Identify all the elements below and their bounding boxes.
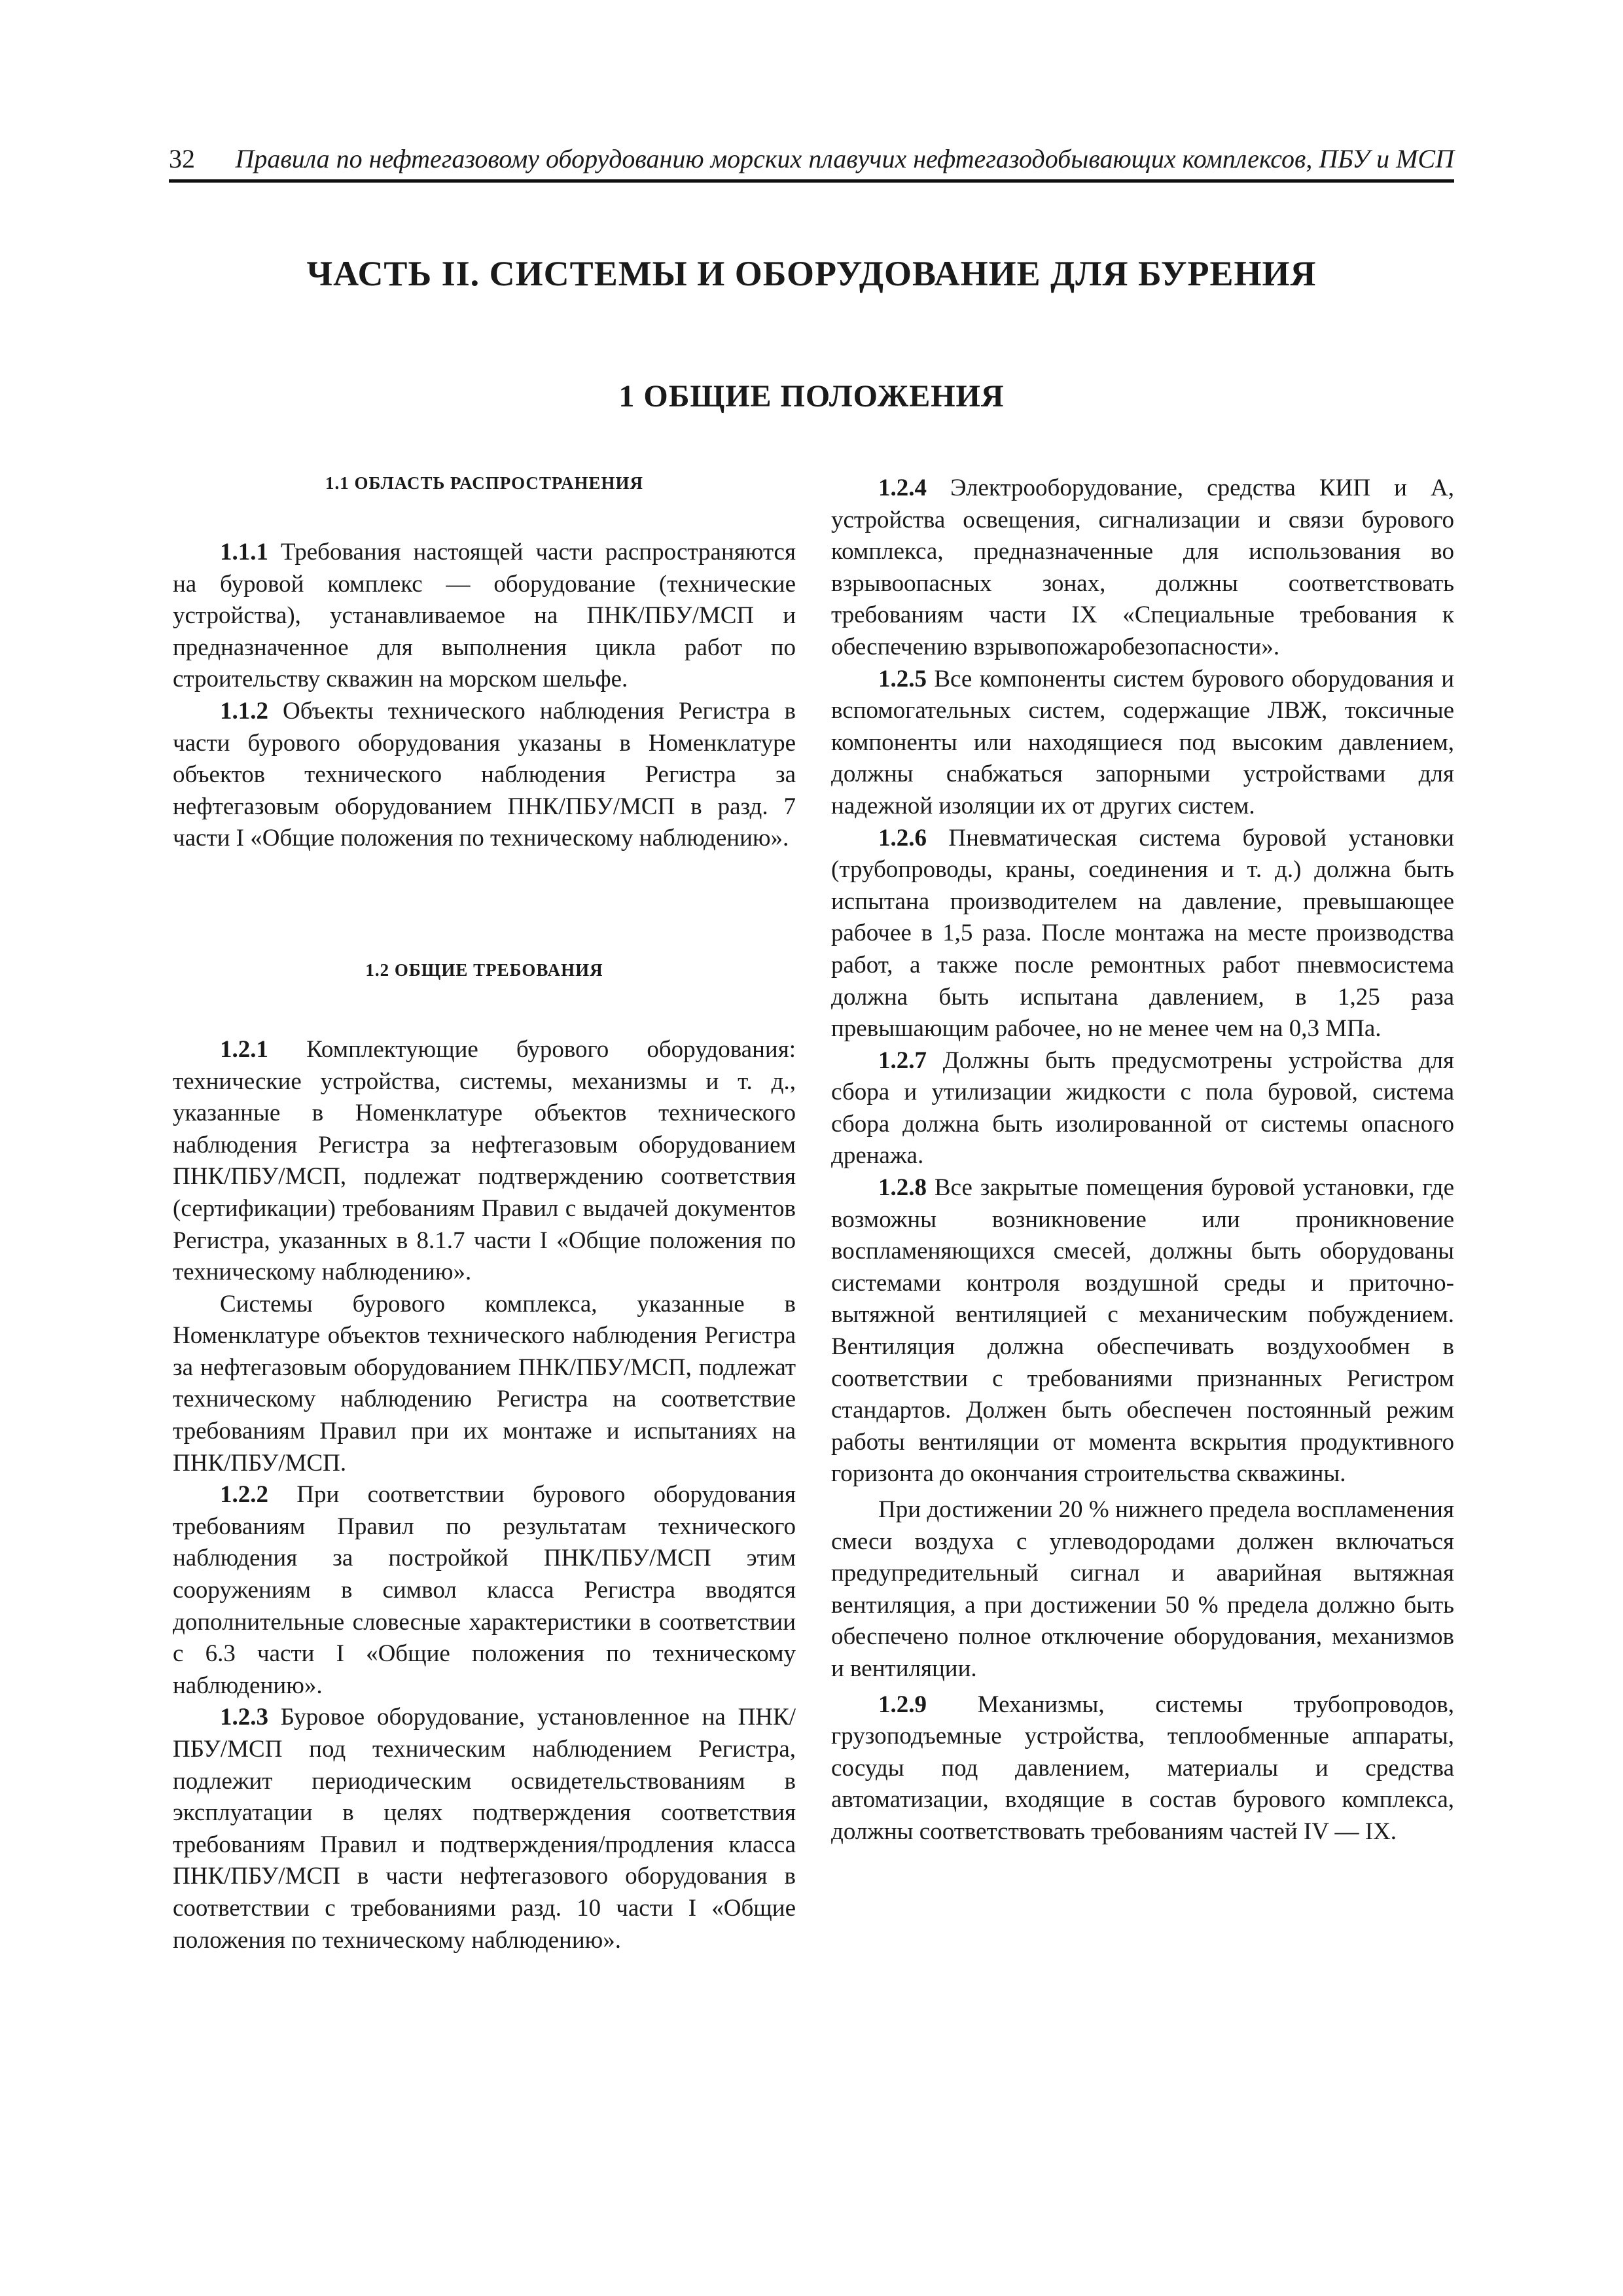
clause-number: 1.1.1	[220, 539, 268, 565]
subsection-heading-1-1: 1.1 ОБЛАСТЬ РАСПРОСТРАНЕНИЯ	[325, 473, 643, 493]
clause-number: 1.2.6	[878, 824, 927, 852]
clause-text: Буровое оборудование, установленное на ПНК/ПБУ/МСП под техническим наблюдением Регистра, подлежит периодическим освидетельствованиям в эксплуатации в целях подтверждения соответствия требованиям Правил и подтверждения/продления класса ПНК/ПБУ/МСП в части нефтегазового оборудования в соответствии с требованиями разд. 10 части I «Общие положения по техническому наблюдению».	[173, 1704, 796, 1954]
clause-number: 1.1.2	[220, 697, 268, 725]
clause-text: Комплектующие бурового оборудования: технические устройства, системы, механизмы и т. д., указанные в Номенклатуре объектов технического наблюдения Регистра за нефтегазовым оборудованием ПНК/ПБУ/МСП, подлежат подтверждению соответствия (сертификации) требованиям Правил с выдачей документов Регистра, указанных в 8.1.7 части I «Общие положения по техническому наблюдению».	[173, 1035, 796, 1286]
paragraph-1-2-3	[173, 1702, 796, 1956]
clause-number: 1.2.9	[878, 1691, 927, 1718]
clause-text: Все закрытые помещения буровой установки, где возможны возникновение или проникновение воспламеняющихся смесей, должны быть оборудованы системами контроля воздушной среды и приточно-вытяжной вентиляцией с механическим побуждением. Вентиляция должна обеспечивать воздухообмен в соответствии с требованиями признанных Регистром стандартов. Должен быть обеспечен постоянный режим работы вентиляции от момента вскрытия продуктивного горизонта до окончания строительства скважины.	[831, 1174, 1455, 1488]
paragraph-1-1-2	[173, 696, 796, 855]
clause-number: 1.2.7	[878, 1047, 927, 1074]
clause-text: Пневматическая система буровой установки (трубопроводы, краны, соединения и т. д.) должна быть испытана производителем на давление, превышающее рабочее в 1,5 раза. После монтажа на месте производства работ, а также после ремонтных работ пневмосистема должна быть испытана давлением, в 1,25 раза превышающим рабочее, но не менее чем на 0,3 МПа.	[831, 824, 1454, 1043]
clause-text: Объекты технического наблюдения Регистра в части бурового оборудования указаны в Номенклатуре объектов технического наблюдения Регистра за нефтегазовым оборудованием ПНК/ПБУ/МСП в разд. 7 части I «Общие положения по техническому наблюдению».	[173, 697, 796, 852]
page-header	[169, 139, 1454, 183]
paragraph-1-2-4	[831, 473, 1454, 664]
paragraph-1-2-8-continued: При достижении 20 % нижнего предела воспламенения смеси воздуха с углеводородами должен включаться предупредительный сигнал и аварийная вытяжная вентиляция, а при достижении 50 % предела должно быть обеспечено полное отключение оборудования, механизмов и вентиляции.	[831, 1496, 1454, 1682]
paragraph-1-2-2	[173, 1479, 796, 1702]
subsection-heading-1-2: 1.2 ОБЩИЕ ТРЕБОВАНИЯ	[365, 960, 603, 980]
left-column	[173, 470, 796, 1956]
clause-number: 1.2.2	[220, 1481, 268, 1509]
clause-text: Механизмы, системы трубопроводов, грузоподъемные устройства, теплообменные аппараты, сосуды под давлением, материалы и средства автоматизации, входящие в состав бурового комплекса, должны соответствовать требованиям частей IV — IX.	[831, 1691, 1454, 1845]
clause-text: Требования настоящей части распространяются на буровой комплекс — оборудование (технические устройства), устанавливаемое на ПНК/ПБУ/МСП и предназначенное для выполнения цикла работ по строительству скважин на морском шельфе.	[173, 539, 796, 693]
page-number: 32	[169, 144, 195, 173]
paragraph-1-2-1-continued: Системы бурового комплекса, указанные в Номенклатуре объектов технического наблюдения Регистра за нефтегазовым оборудованием ПНК/ПБУ/МСП, подлежат техническому наблюдению Регистра на соответствие требованиям Правил при их монтаже и испытаниях на ПНК/ПБУ/МСП.	[173, 1290, 796, 1477]
paragraph-1-2-6	[831, 823, 1454, 1045]
clause-number: 1.2.3	[220, 1704, 268, 1731]
clause-text: Все компоненты систем бурового оборудования и вспомогательных систем, содержащие ЛВЖ, токсичные компоненты или находящиеся под высоким давлением, должны снабжаться запорными устройствами для надежной изоляции их от других систем.	[831, 665, 1454, 819]
running-title: Правила по нефтегазовому оборудованию морских плавучих нефтегазодобывающих комплексов, ПБУ и МСП	[235, 144, 1454, 173]
paragraph-1-1-1	[173, 537, 796, 696]
paragraph-1-2-1	[173, 1034, 796, 1289]
clause-number: 1.2.5	[878, 665, 927, 692]
clause-number: 1.2.4	[878, 475, 927, 501]
paragraph-1-2-8	[831, 1172, 1454, 1490]
paragraph-1-2-7	[831, 1045, 1454, 1172]
paragraph-1-2-9	[831, 1689, 1454, 1848]
clause-text: Должны быть предусмотрены устройства для сбора и утилизации жидкости с пола буровой, система сбора должна быть изолированной от системы опасного дренажа.	[831, 1047, 1455, 1170]
paragraph-1-2-5	[831, 664, 1454, 823]
clause-number: 1.2.1	[220, 1035, 268, 1063]
section-title: 1 ОБЩИЕ ПОЛОЖЕНИЯ	[618, 379, 1005, 414]
part-title: ЧАСТЬ II. СИСТЕМЫ И ОБОРУДОВАНИЕ ДЛЯ БУРЕНИЯ	[306, 254, 1317, 293]
clause-text: При соответствии бурового оборудования требованиям Правил по результатам технического наблюдения за постройкой ПНК/ПБУ/МСП этим сооружениям в символ класса Регистра вводятся дополнительные словесные характеристики в соответствии с 6.3 части I «Общие положения по техническому наблюдению».	[173, 1481, 796, 1699]
clause-text: Электрооборудование, средства КИП и А, устройства освещения, сигнализации и связи бурового комплекса, предназначенные для использования во взрывоопасных зонах, должны соответствовать требованиям части IX «Специальные требования к обеспечению взрывопожаробезопасности».	[831, 475, 1455, 660]
right-column	[831, 473, 1454, 1848]
clause-number: 1.2.8	[878, 1174, 927, 1202]
